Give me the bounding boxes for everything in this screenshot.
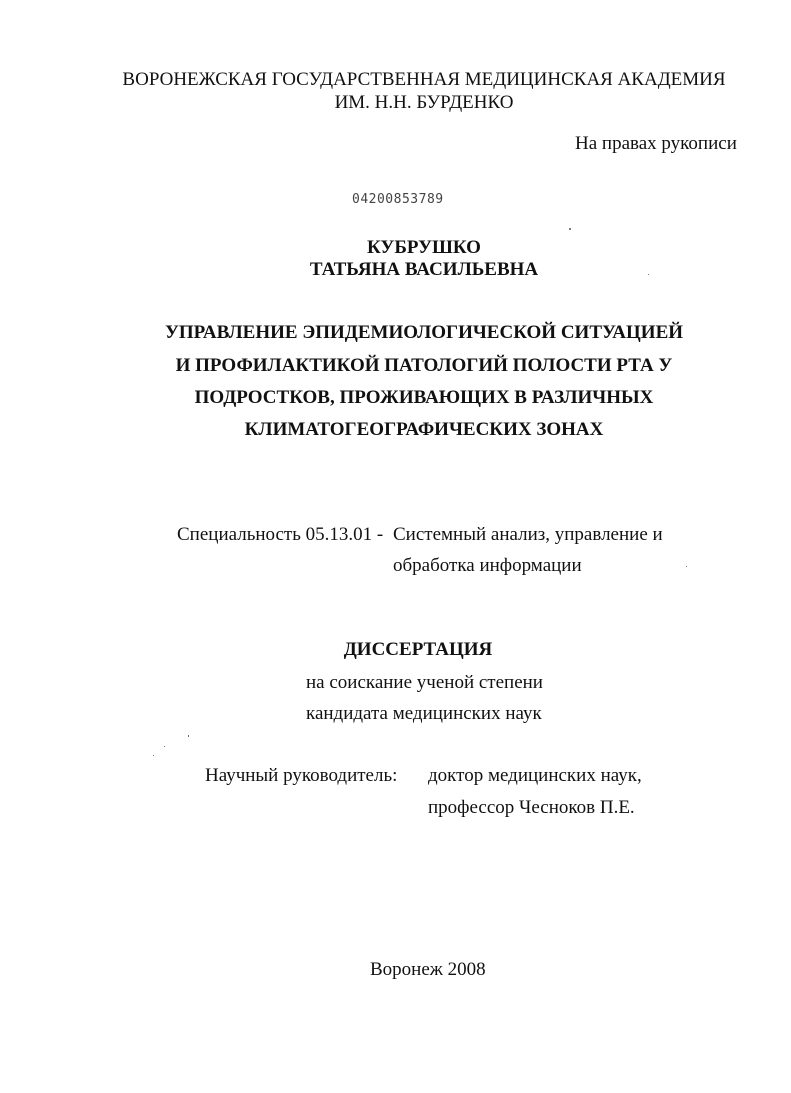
scan-speck [648,274,649,275]
title-line-2: И ПРОФИЛАКТИКОЙ ПАТОЛОГИЙ ПОЛОСТИ РТА У [175,355,673,376]
supervisor-label: Научный руководитель: [205,765,398,786]
degree-line-1: на соискание ученой степени [306,672,543,693]
degree-heading: ДИССЕРТАЦИЯ [343,639,493,660]
catalog-number: 04200853789 [352,192,444,207]
specialty-value-line-1: Системный анализ, управление и [393,524,663,545]
specialty-value-line-2: обработка информации [393,555,582,576]
scan-speck [188,735,189,737]
title-line-1: УПРАВЛЕНИЕ ЭПИДЕМИОЛОГИЧЕСКОЙ СИТУАЦИЕЙ [164,322,684,343]
scan-speck [569,228,571,230]
supervisor-line-2: профессор Чесноков П.Е. [428,797,635,818]
title-line-3: ПОДРОСТКОВ, ПРОЖИВАЮЩИХ В РАЗЛИЧНЫХ [194,387,654,408]
title-line-4: КЛИМАТОГЕОГРАФИЧЕСКИХ ЗОНАХ [244,419,604,440]
author-surname: КУБРУШКО [367,237,481,258]
rights-note: На правах рукописи [575,133,737,154]
institution-line-2: ИМ. Н.Н. БУРДЕНКО [334,92,514,113]
city-year: Воронеж 2008 [370,959,486,980]
supervisor-line-1: доктор медицинских наук, [428,765,642,786]
institution-line-1: ВОРОНЕЖСКАЯ ГОСУДАРСТВЕННАЯ МЕДИЦИНСКАЯ АКАДЕМИЯ [122,69,726,90]
scan-speck [153,755,154,756]
degree-line-2: кандидата медицинских наук [306,703,542,724]
specialty-label: Специальность 05.13.01 - [177,524,384,545]
scan-speck [164,746,165,747]
author-given-names: ТАТЬЯНА ВАСИЛЬЕВНА [309,259,539,280]
scan-speck [686,566,687,567]
